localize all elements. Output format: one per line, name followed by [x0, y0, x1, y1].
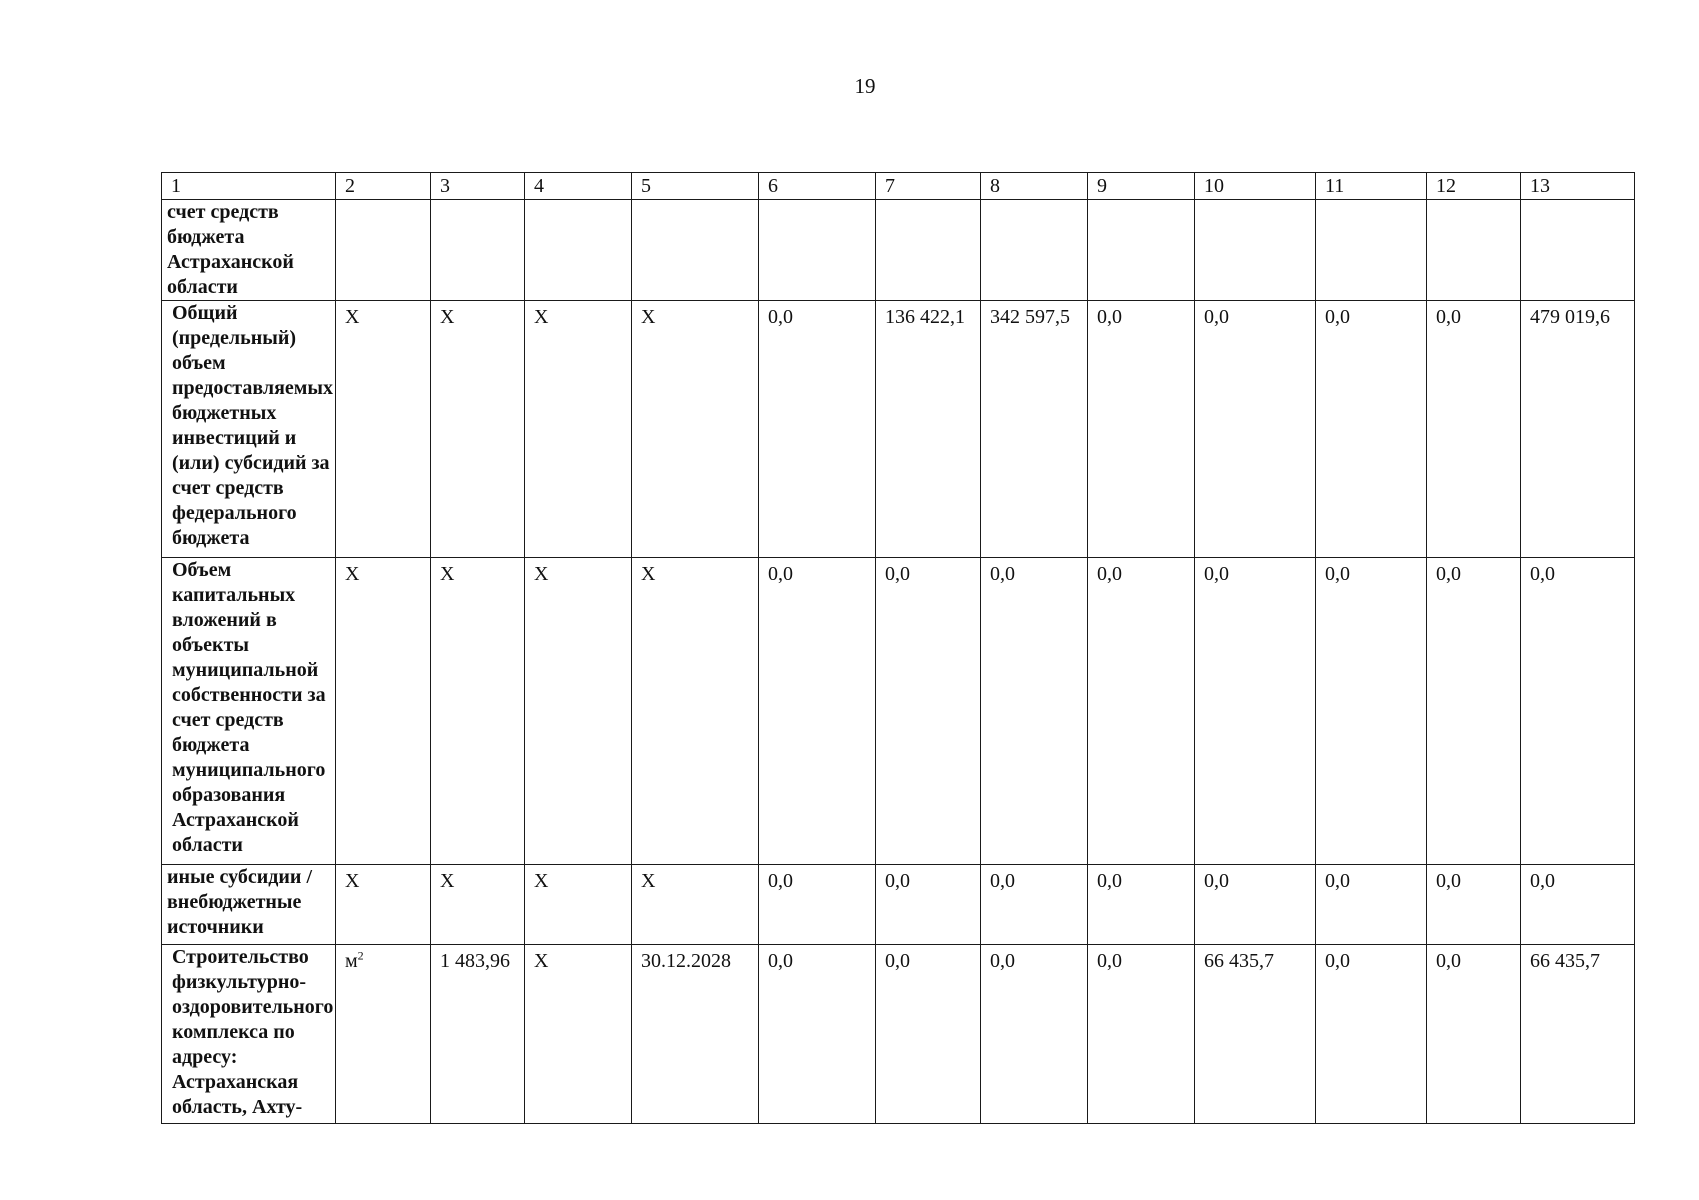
column-header-1: 1: [162, 173, 336, 200]
table-cell: 0,0: [1088, 945, 1195, 1124]
column-header-6: 6: [759, 173, 876, 200]
table-cell: 0,0: [1316, 865, 1427, 945]
table-cell: 0,0: [876, 865, 981, 945]
table-cell: [1316, 200, 1427, 301]
table-cell: 0,0: [1195, 865, 1316, 945]
table-cell: Х: [431, 865, 525, 945]
column-header-7: 7: [876, 173, 981, 200]
table-cell: 0,0: [876, 558, 981, 865]
table-cell: 479 019,6: [1521, 301, 1635, 558]
table-row: [162, 945, 1635, 1124]
table-cell: [759, 200, 876, 301]
table-cell: 0,0: [1521, 558, 1635, 865]
table-cell: 0,0: [1427, 558, 1521, 865]
table-cell: [431, 200, 525, 301]
table-cell: 0,0: [1427, 945, 1521, 1124]
table-cell: 0,0: [981, 865, 1088, 945]
row-label: Строительство физкультурно-оздоровительного комплекса по адресу: Астраханская область, Ахту-: [162, 945, 336, 1124]
table-cell: [525, 200, 632, 301]
table-row: [162, 865, 1635, 945]
table-cell: 0,0: [876, 945, 981, 1124]
column-header-13: 13: [1521, 173, 1635, 200]
table-cell: Х: [632, 301, 759, 558]
column-header-5: 5: [632, 173, 759, 200]
header-row: [162, 173, 1635, 200]
table-cell: [1427, 200, 1521, 301]
table-cell: 0,0: [1316, 301, 1427, 558]
column-header-4: 4: [525, 173, 632, 200]
table-cell: 0,0: [759, 865, 876, 945]
table-cell: 0,0: [759, 945, 876, 1124]
table-cell: Х: [336, 865, 431, 945]
table-row: [162, 301, 1635, 558]
table-cell: Х: [632, 558, 759, 865]
table-cell: 0,0: [759, 301, 876, 558]
row-label: Объем капитальных вложений в объекты муниципальной собственности за счет средств бюджета муниципального образования Астраханской области: [162, 558, 336, 865]
unit-cell: [336, 945, 431, 1124]
table-cell: 0,0: [1195, 558, 1316, 865]
table-cell: 0,0: [1427, 301, 1521, 558]
table-cell: 0,0: [759, 558, 876, 865]
row-label: Общий (предельный) объем предоставляемых бюджетных инвестиций и (или) субсидий за счет средств федерального бюджета: [162, 301, 336, 558]
table-cell: 0,0: [1088, 558, 1195, 865]
page-number: 19: [854, 74, 876, 98]
data-table: [161, 172, 1635, 1124]
table-cell: [1088, 200, 1195, 301]
table-cell: Х: [336, 301, 431, 558]
table-cell: [876, 200, 981, 301]
table-cell: 66 435,7: [1195, 945, 1316, 1124]
table-cell: Х: [336, 558, 431, 865]
table-cell: Х: [525, 865, 632, 945]
table-cell: Х: [431, 301, 525, 558]
unit-superscript: 2: [357, 948, 364, 963]
row-label: счет средств бюджета Астраханской области: [162, 200, 336, 301]
table-cell: 1 483,96: [431, 945, 525, 1124]
table-cell: Х: [525, 301, 632, 558]
table-cell: Х: [525, 945, 632, 1124]
table-cell: 342 597,5: [981, 301, 1088, 558]
column-header-3: 3: [431, 173, 525, 200]
table-cell: [632, 200, 759, 301]
table-cell: 30.12.2028: [632, 945, 759, 1124]
column-header-2: 2: [336, 173, 431, 200]
column-header-8: 8: [981, 173, 1088, 200]
table-cell: [1521, 200, 1635, 301]
table-cell: 0,0: [1427, 865, 1521, 945]
table-cell: 0,0: [1316, 945, 1427, 1124]
column-header-11: 11: [1316, 173, 1427, 200]
table-cell: 0,0: [1195, 301, 1316, 558]
table-cell: 66 435,7: [1521, 945, 1635, 1124]
table-cell: 136 422,1: [876, 301, 981, 558]
table-cell: [336, 200, 431, 301]
unit-text: м: [345, 950, 358, 972]
table-cell: Х: [431, 558, 525, 865]
table-cell: [1195, 200, 1316, 301]
table-row: [162, 558, 1635, 865]
column-header-9: 9: [1088, 173, 1195, 200]
column-header-12: 12: [1427, 173, 1521, 200]
table-cell: 0,0: [981, 945, 1088, 1124]
table-cell: 0,0: [981, 558, 1088, 865]
table-cell: 0,0: [1088, 865, 1195, 945]
row-label: иные субсидии / внебюджетные источники: [162, 865, 336, 945]
table-row: [162, 200, 1635, 301]
table-cell: 0,0: [1088, 301, 1195, 558]
table-cell: 0,0: [1521, 865, 1635, 945]
table-cell: 0,0: [1316, 558, 1427, 865]
table-cell: [981, 200, 1088, 301]
column-header-10: 10: [1195, 173, 1316, 200]
table-cell: Х: [632, 865, 759, 945]
table-cell: Х: [525, 558, 632, 865]
